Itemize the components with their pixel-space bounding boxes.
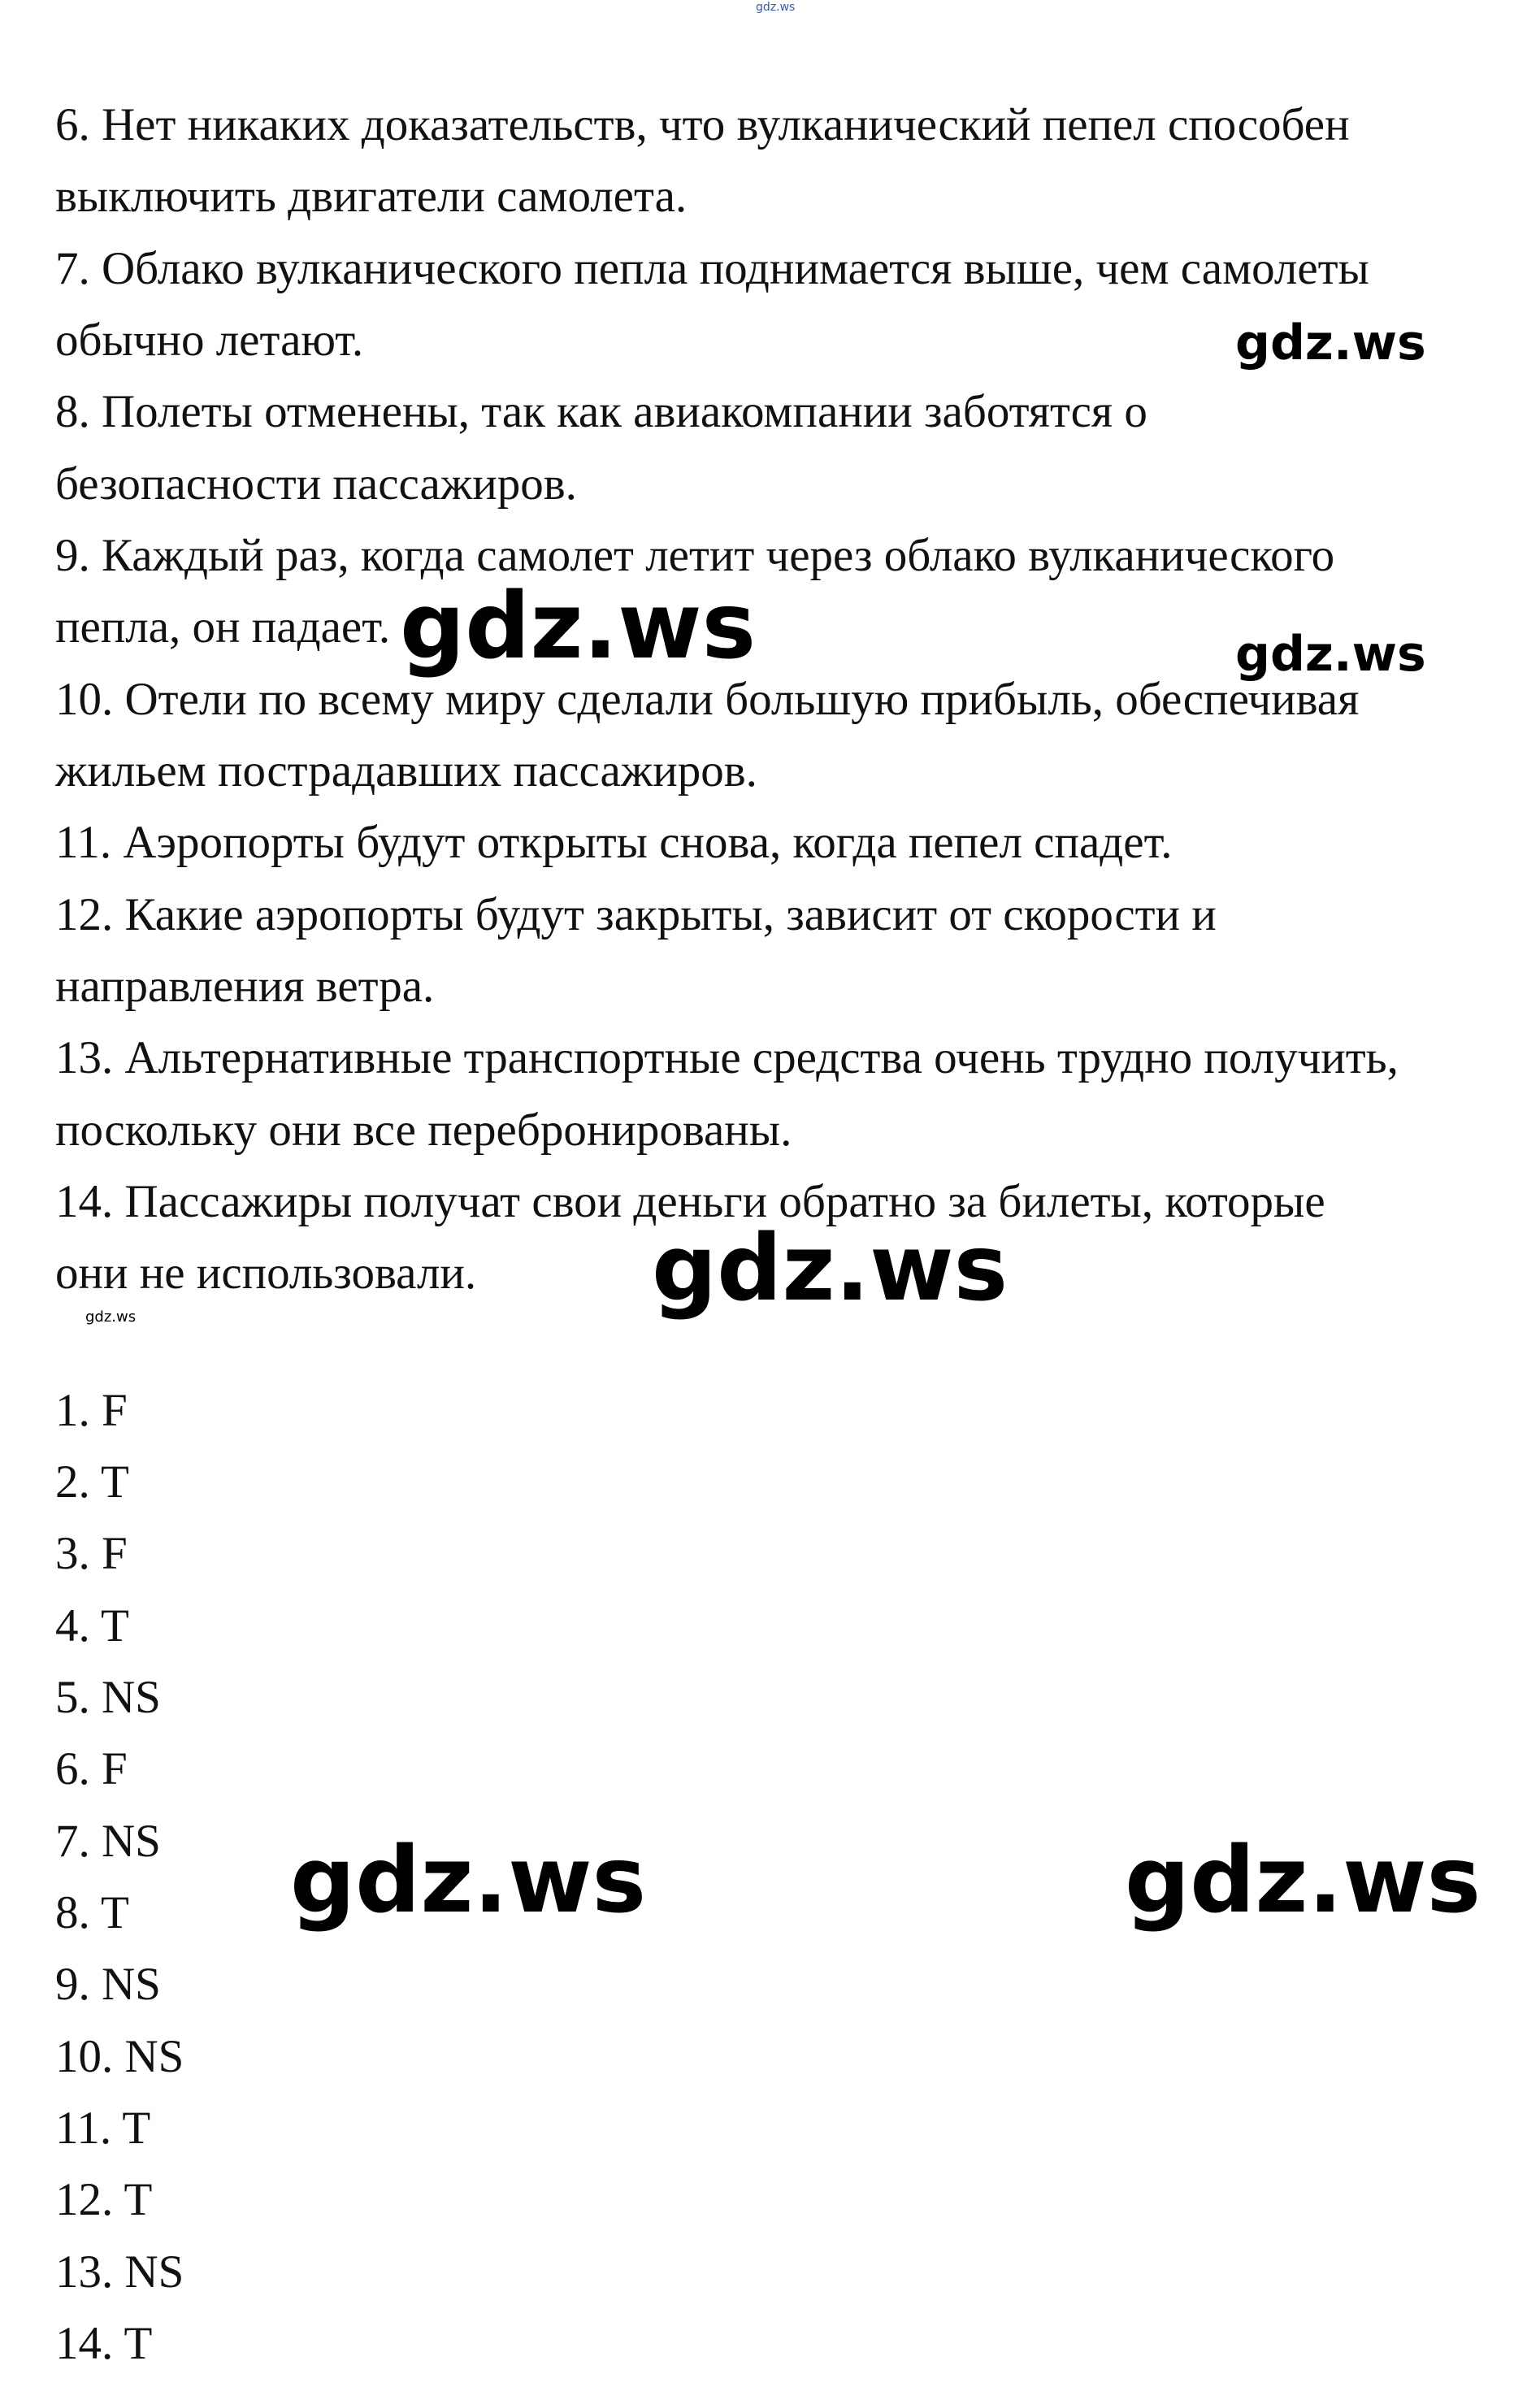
watermark: gdz.ws xyxy=(290,1828,647,1933)
watermark: gdz.ws xyxy=(1235,315,1426,371)
answer-item: 9. NS xyxy=(55,1959,161,2010)
answer-item: 8. T xyxy=(55,1887,129,1938)
answer-item: 11. T xyxy=(55,2103,151,2154)
answer-item: 1. F xyxy=(55,1385,128,1436)
statement-line: 10. Отели по всему миру сделали большую прибыль, обеспечивая xyxy=(55,674,1360,725)
statement-line: 11. Аэропорты будут открыты снова, когда пепел спадет. xyxy=(55,817,1173,868)
statement-line: пепла, он падает. xyxy=(55,601,391,653)
answer-item: 5. NS xyxy=(55,1672,161,1723)
statement-line: 12. Какие аэропорты будут закрыты, зависит от скорости и xyxy=(55,889,1217,940)
watermark: gdz.ws xyxy=(400,574,757,679)
statement-line: обычно летают. xyxy=(55,315,364,366)
statement-line: 9. Каждый раз, когда самолет летит через облако вулканического xyxy=(55,530,1335,581)
answer-item: 3. F xyxy=(55,1528,128,1579)
statement-line: поскольку они все перебронированы. xyxy=(55,1105,792,1156)
answer-item: 14. T xyxy=(55,2318,153,2369)
statement-line: 14. Пассажиры получат свои деньги обратно за билеты, которые xyxy=(55,1176,1325,1227)
answer-item: 12. T xyxy=(55,2174,153,2225)
answer-item: 6. F xyxy=(55,1743,128,1795)
statement-line: 7. Облако вулканического пепла поднимается выше, чем самолеты xyxy=(55,243,1369,294)
answer-item: 2. T xyxy=(55,1456,129,1508)
statement-line: выключить двигатели самолета. xyxy=(55,171,688,222)
answer-item: 4. T xyxy=(55,1600,129,1651)
statement-line: 8. Полеты отменены, так как авиакомпании заботятся о xyxy=(55,386,1147,437)
watermark: gdz.ws xyxy=(652,1216,1009,1322)
statement-line: безопасности пассажиров. xyxy=(55,458,577,510)
watermark: gdz.ws xyxy=(1235,626,1426,683)
statement-line: 13. Альтернативные транспортные средства очень трудно получить, xyxy=(55,1032,1399,1083)
answer-item: 7. NS xyxy=(55,1816,161,1867)
statement-line: жильем пострадавших пассажиров. xyxy=(55,745,757,796)
statement-line: направления ветра. xyxy=(55,961,435,1012)
statement-line: они не использовали. xyxy=(55,1248,477,1299)
watermark-top: gdz.ws xyxy=(756,1,796,14)
answer-item: 10. NS xyxy=(55,2031,184,2082)
statement-line: 6. Нет никаких доказательств, что вулканический пепел способен xyxy=(55,99,1350,150)
watermark: gdz.ws xyxy=(85,1308,137,1326)
answer-item: 13. NS xyxy=(55,2246,184,2298)
watermark: gdz.ws xyxy=(1125,1828,1481,1933)
